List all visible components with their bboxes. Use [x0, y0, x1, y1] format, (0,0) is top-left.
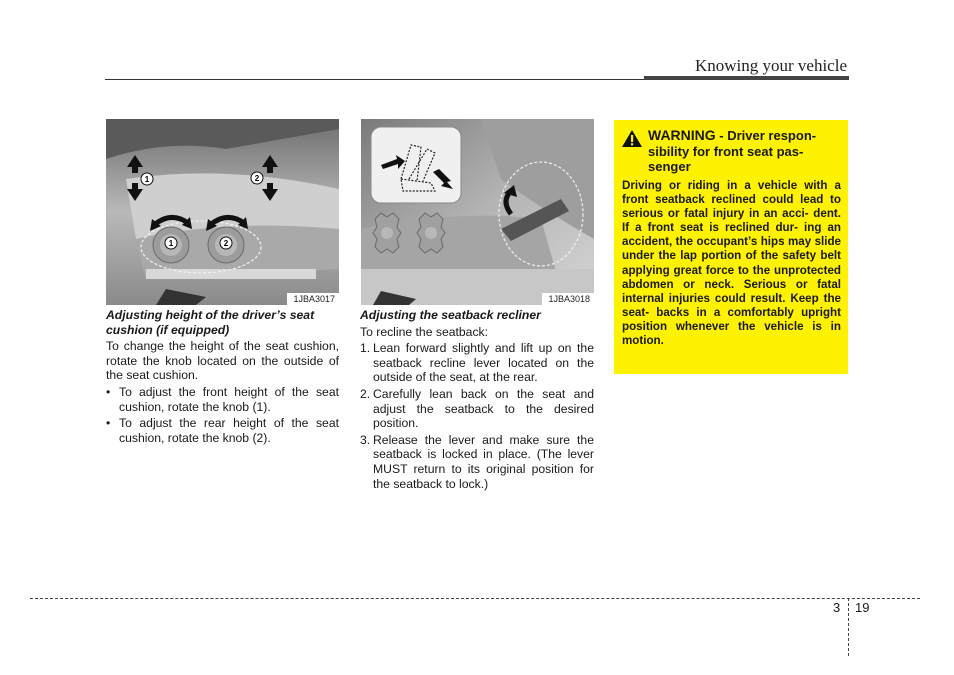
- header-section-title: Knowing your vehicle: [694, 56, 847, 75]
- recline-knob-icon: [373, 213, 401, 253]
- warning-label: WARNING: [648, 127, 716, 143]
- list-item: [106, 416, 339, 445]
- warning-body: Driving or riding in a vehicle with a front seatback reclined could lead to serious or fatal injury in an acci- dent. If a front seat is reclined dur- ing an accident, the occupant’s hips may slide under the lap portion of the safety belt applying great force to the unprotected abdomen or neck. Serious or fatal internal injuries could result. Keep the seat- backs in a comfortably upright position whenever the vehicle is in motion.: [622, 179, 841, 348]
- recline-knob-icon: [417, 213, 445, 253]
- step-number: 3.: [360, 432, 371, 447]
- list-item: [360, 387, 594, 431]
- figure-seat-height: [106, 119, 339, 305]
- step-number: 1.: [360, 341, 371, 356]
- step-text: Lean forward slightly and lift up on the seatback recline lever located on the outside of the seat, at the rear.: [373, 341, 594, 385]
- list-item-text: To adjust the rear height of the seat cushion, rotate the knob (2).: [119, 416, 339, 445]
- warning-triangle-icon: [622, 130, 642, 147]
- header-accent-bar: [644, 76, 849, 80]
- column-seatback-recliner: [360, 308, 594, 493]
- figure-seatback-recliner: [361, 119, 594, 305]
- callout-1: 1: [144, 175, 150, 184]
- footer-rule: [30, 598, 920, 599]
- bullet-list: [106, 385, 339, 445]
- figure-code: 1JBA3017: [287, 293, 339, 305]
- bullet-mark: •: [106, 416, 111, 431]
- callout-2: 2: [223, 239, 229, 248]
- footer-divider: [848, 598, 849, 656]
- intro-paragraph: To change the height of the seat cushion, rotate the knob located on the outside of the seat cushion.: [106, 339, 339, 383]
- warning-title: [622, 128, 842, 175]
- step-text: Carefully lean back on the seat and adjust the seatback to the desired position.: [373, 386, 594, 431]
- intro-paragraph: To recline the seatback:: [360, 324, 489, 339]
- page-number: 19: [855, 600, 870, 615]
- figure-code: 1JBA3018: [542, 293, 594, 305]
- list-item: [106, 385, 339, 414]
- column-seat-height: [106, 308, 339, 447]
- inset-seat-recline-icon: [371, 127, 461, 203]
- subheading: Adjusting the seatback recliner: [360, 308, 541, 322]
- step-number: 2.: [360, 386, 371, 401]
- list-item: [360, 433, 594, 491]
- subheading: Adjusting height of the driver’s seat cushion (if equipped): [106, 308, 315, 337]
- callout-2: 2: [254, 174, 260, 183]
- list-item-text: To adjust the front height of the seat cushion, rotate the knob (1).: [119, 384, 339, 414]
- bullet-mark: •: [106, 384, 111, 399]
- list-item: [360, 341, 594, 385]
- step-list: [360, 341, 594, 491]
- chapter-number: 3: [833, 600, 841, 615]
- warning-box: [614, 120, 848, 374]
- callout-1: 1: [168, 239, 174, 248]
- step-text: Release the lever and make sure the seatback is locked in place. (The lever MUST return to its original position for the seatback to lock.): [373, 432, 594, 491]
- warning-heading: [622, 128, 842, 175]
- warning-title-text: - Driver respon- sibility for front seat pas- senger: [648, 128, 817, 174]
